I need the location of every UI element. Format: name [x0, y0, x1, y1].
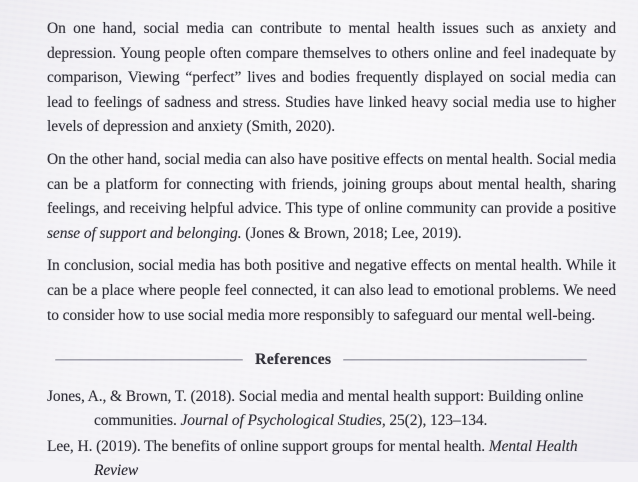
references-list: [47, 385, 616, 482]
reference-entry-lee: [47, 435, 616, 482]
text-run: Jones, A., & Brown, T. (2018). Social media and mental health support: Building online communities.: [47, 388, 584, 429]
text-run: Lee, H. (2019). The benefits of online support groups for mental health.: [47, 438, 489, 456]
text-run: , 25(2), 123–134.: [381, 411, 488, 429]
divider-line-right: [343, 359, 587, 361]
text-run: On one hand, social media can contribute to mental health issues such as anxiety and depression. Young people often compare themselves to others online and feel inadequate by comparison, Viewing “perfect” lives and bodies frequently displayed on social media can lead to feelings of sadness and stress. Studies have linked heavy social media use to higher levels of depression and anxiety (Smith, 2020).: [47, 20, 616, 136]
essay-paragraph-positive-effects: [47, 148, 616, 246]
text-run: On the other hand, social media can also have positive effects on mental health. Social media can be a platform for connecting with friends, joining groups about mental health, sharing feelings, and receiving helpful advice. This type of online community can provide a positive: [47, 150, 616, 218]
reference-entry-jones-brown: [47, 385, 616, 432]
text-run-italic: Journal of Psychological Studies: [180, 411, 382, 429]
text-run: In conclusion, social media has both positive and negative effects on mental health. While it can be a place where people feel connected, it can also lead to emotional problems. We need to consider how to use social media more responsibly to safeguard our mental well-being.: [47, 257, 616, 324]
references-heading: References: [255, 351, 332, 369]
references-section-divider: [55, 348, 587, 372]
text-run: (Jones & Brown, 2018; Lee, 2019).: [241, 224, 462, 242]
essay-paragraph-conclusion: [47, 254, 616, 328]
essay-paragraph-negative-effects: [47, 17, 616, 140]
essay-body: [47, 17, 616, 328]
text-run-italic: Mental Health Review: [94, 438, 578, 479]
divider-line-left: [55, 359, 243, 361]
text-run-italic: sense of support and belonging.: [47, 224, 242, 242]
